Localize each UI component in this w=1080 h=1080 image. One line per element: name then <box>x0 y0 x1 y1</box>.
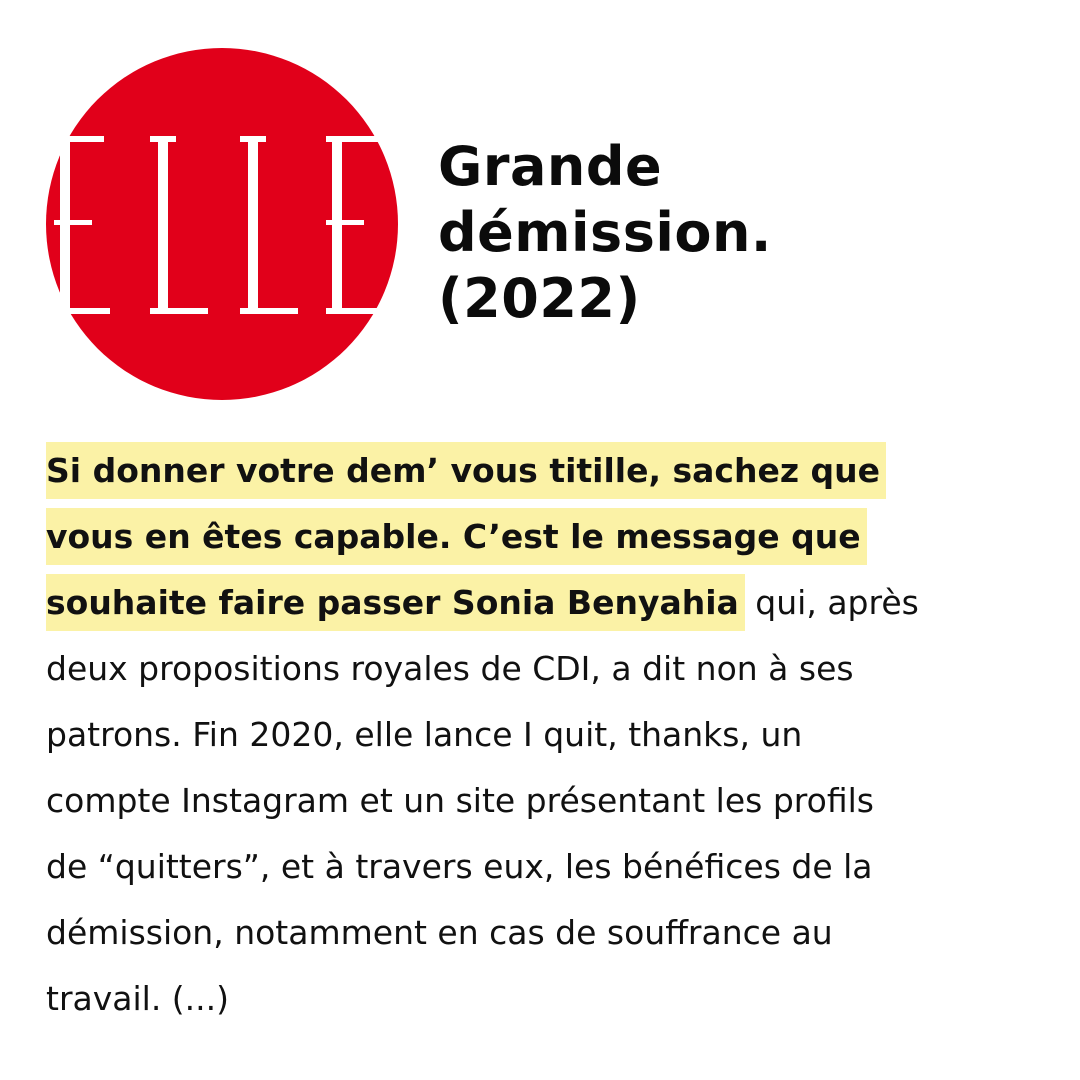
body-text: patrons. Fin 2020, elle lance I quit, thanks, un <box>46 715 803 754</box>
body-text: compte Instagram et un site présentant les profils <box>46 781 874 820</box>
article-title <box>438 134 1038 332</box>
elle-logo <box>46 48 398 400</box>
excerpt-line <box>46 636 1046 702</box>
body-text: démission, notamment en cas de souffrance au <box>46 913 833 952</box>
body-text: de “quitters”, et à travers eux, les bénéfices de la <box>46 847 873 886</box>
title-line-2: démission. <box>438 201 772 264</box>
excerpt-line <box>46 966 1046 1032</box>
title-line-1: Grande <box>438 135 663 198</box>
highlighted-text: Si donner votre dem’ vous titille, sachez que <box>46 442 886 499</box>
excerpt-line <box>46 504 1046 570</box>
excerpt-line <box>46 834 1046 900</box>
body-text: travail. (...) <box>46 979 230 1018</box>
body-text: qui, après <box>744 583 919 622</box>
highlighted-text: souhaite faire passer Sonia Benyahia <box>46 574 745 631</box>
highlighted-text: vous en êtes capable. C’est le message que <box>46 508 867 565</box>
excerpt-line <box>46 438 1046 504</box>
title-line-3: (2022) <box>438 267 641 330</box>
article-excerpt <box>46 438 1046 1032</box>
excerpt-line <box>46 900 1046 966</box>
excerpt-line <box>46 768 1046 834</box>
excerpt-line <box>46 702 1046 768</box>
body-text: deux propositions royales de CDI, a dit non à ses <box>46 649 854 688</box>
excerpt-line <box>46 570 1046 636</box>
